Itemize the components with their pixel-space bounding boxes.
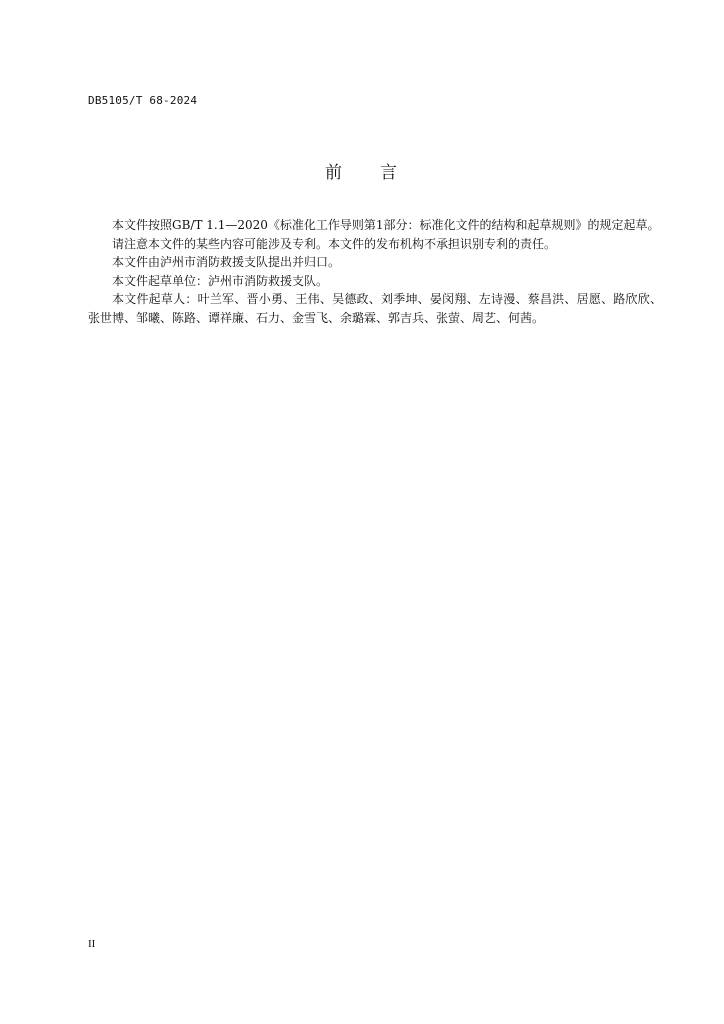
paragraph-drafters: 本文件起草人：叶兰军、晋小勇、王伟、吴德政、刘季坤、晏闵翔、左诗漫、蔡昌洪、居愿、路欣欣、张世博、邹曦、陈路、谭祥廉、石力、金雪飞、余璐霖、郭吉兵、张萤、周艺、何茜。 (88, 292, 662, 325)
paragraph-drafting-unit: 本文件起草单位：泸州市消防救援支队。 (112, 273, 329, 288)
foreword-body (88, 216, 662, 327)
paragraph-drafting-rules: 本文件按照GB/T 1.1—2020《标准化工作导则第1部分：标准化文件的结构和起草规则》的规定起草。 (112, 218, 660, 232)
paragraph-proposer: 本文件由泸州市消防救援支队提出并归口。 (112, 255, 341, 269)
page-number: II (88, 938, 96, 950)
document-code: DB5105/T 68-2024 (88, 94, 198, 107)
paragraph-patent-notice: 请注意本文件的某些内容可能涉及专利。本文件的发布机构不承担识别专利的责任。 (112, 236, 557, 251)
page-title (0, 158, 724, 183)
title-char-2: 言 (380, 163, 399, 183)
title-char-1: 前 (325, 163, 344, 183)
